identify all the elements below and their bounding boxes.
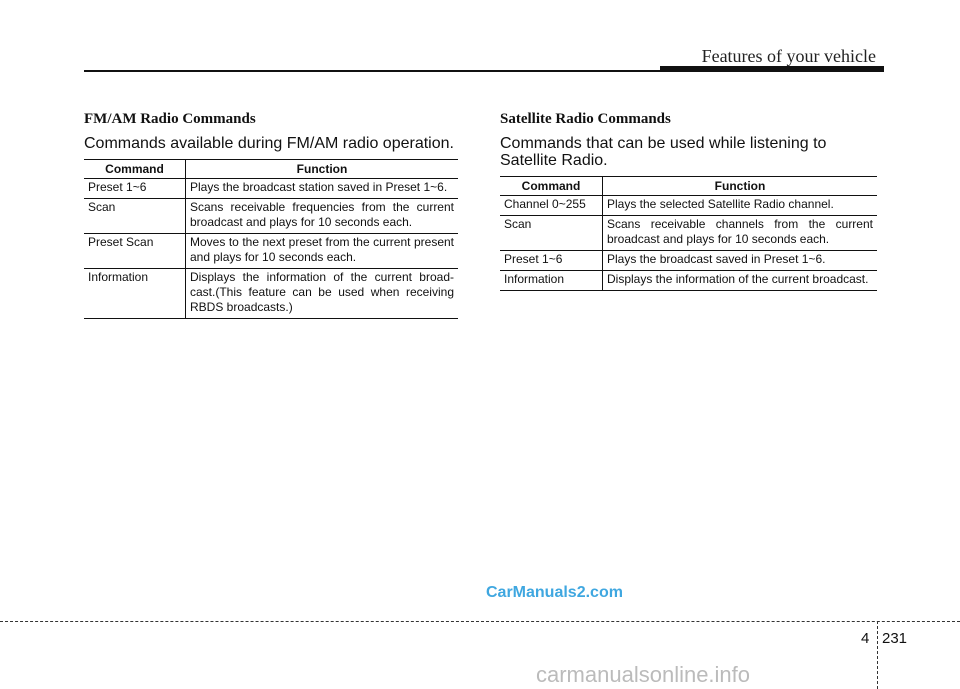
command-cell: Scan <box>84 199 186 234</box>
command-cell: Preset Scan <box>84 234 186 269</box>
table-header-row <box>84 160 458 179</box>
satellite-commands-table <box>500 176 877 291</box>
table-row <box>500 196 877 216</box>
column-header-function: Function <box>714 179 766 193</box>
watermark-link[interactable]: CarManuals2.com <box>486 584 623 601</box>
command-cell: Information <box>84 269 186 319</box>
page-number: 231 <box>882 630 908 647</box>
table-row <box>84 199 458 234</box>
fm-am-commands-table <box>84 159 458 319</box>
command-cell: Preset 1~6 <box>84 179 186 199</box>
function-cell: Displays the information of the current broadcast. <box>607 272 869 286</box>
table-header-row <box>500 177 877 196</box>
column-header-command: Command <box>84 160 186 179</box>
column-header-command: Command <box>500 177 603 196</box>
function-cell: Plays the broadcast station saved in Preset 1~6. <box>190 180 448 194</box>
satellite-intro: Commands that can be used while listening to Satellite Radio. <box>500 135 827 169</box>
command-cell: Scan <box>500 216 603 251</box>
function-cell: Displays the information of the current broad-cast.(This feature can be used when receiving RBDS broadcasts.) <box>190 270 454 314</box>
table-row <box>500 271 877 291</box>
function-cell: Scans receivable channels from the current broadcast and plays for 10 seconds each. <box>607 217 873 246</box>
table-row <box>84 179 458 199</box>
table-row <box>84 269 458 319</box>
command-cell: Information <box>500 271 603 291</box>
footer-site-watermark: carmanualsonline.info <box>536 662 751 687</box>
function-cell: Moves to the next preset from the current present and plays for 10 seconds each. <box>190 235 454 264</box>
command-cell: Preset 1~6 <box>500 251 603 271</box>
fm-am-intro: Commands available during FM/AM radio operation. <box>84 135 454 152</box>
function-cell: Scans receivable frequencies from the current broadcast and plays for 10 seconds each. <box>190 200 454 229</box>
footer-divider <box>0 621 960 622</box>
command-cell: Channel 0~255 <box>500 196 603 216</box>
satellite-title: Satellite Radio Commands <box>500 111 671 127</box>
chapter-number: 4 <box>861 630 870 647</box>
table-row <box>500 216 877 251</box>
header-rule-accent <box>660 66 884 72</box>
function-cell: Plays the selected Satellite Radio channel. <box>607 197 834 211</box>
fm-am-title: FM/AM Radio Commands <box>84 111 256 127</box>
page-header-title: Features of your vehicle <box>701 46 876 66</box>
table-row <box>500 251 877 271</box>
satellite-section <box>500 110 877 291</box>
table-row <box>84 234 458 269</box>
column-header-function: Function <box>296 162 348 176</box>
footer-vertical-divider <box>877 621 878 689</box>
fm-am-section <box>84 110 458 319</box>
function-cell: Plays the broadcast saved in Preset 1~6. <box>607 252 826 266</box>
